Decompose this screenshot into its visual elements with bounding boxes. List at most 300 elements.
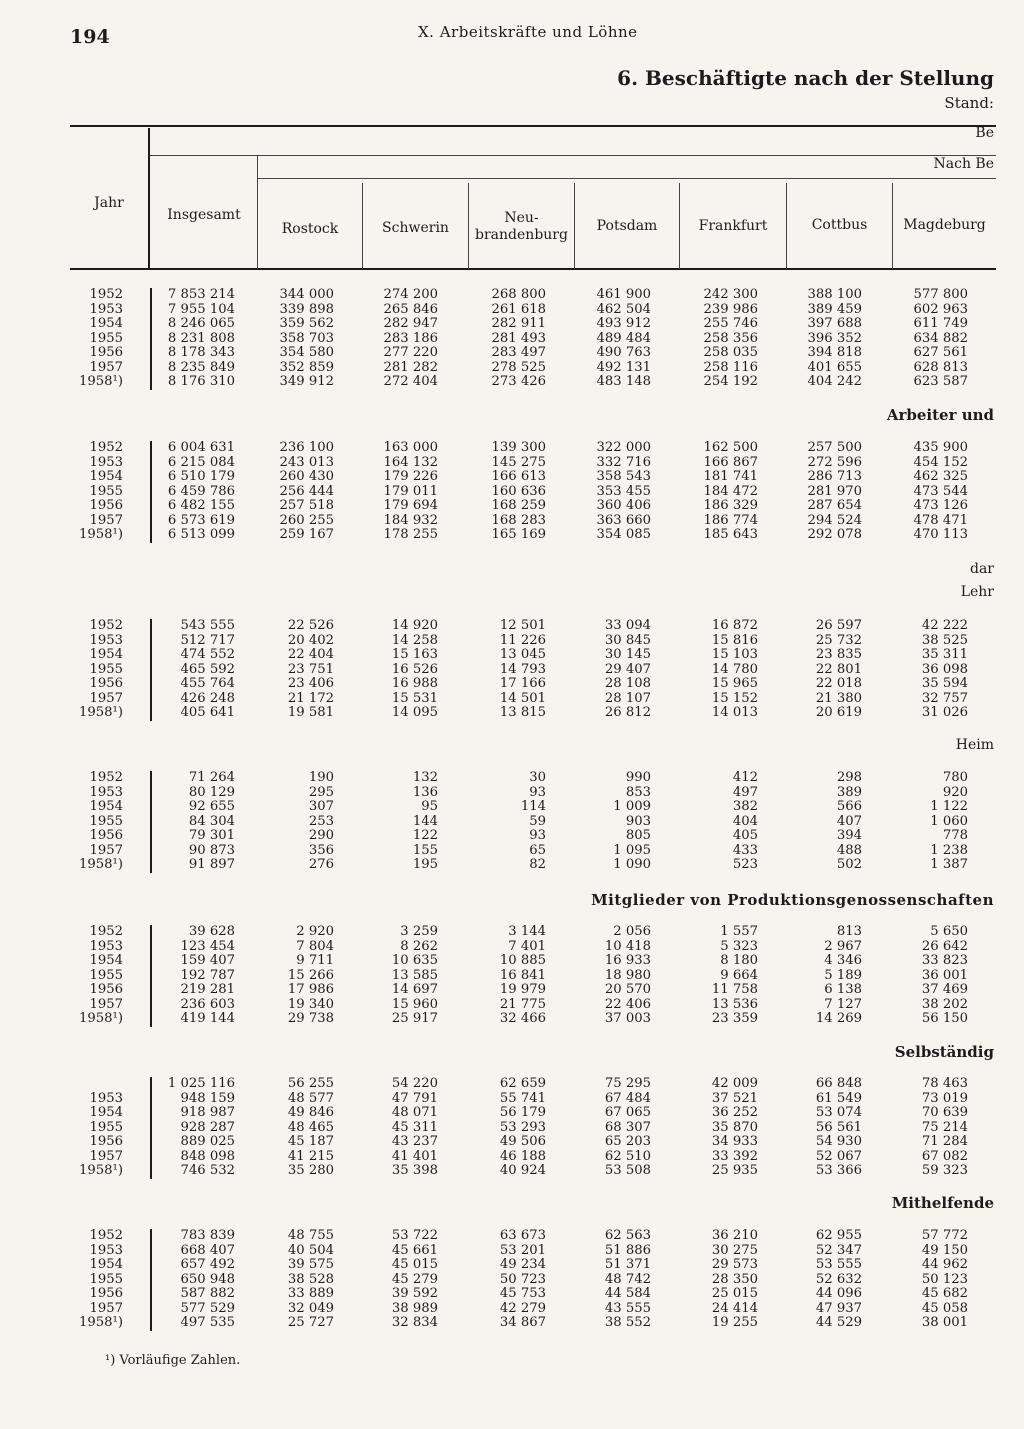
value-cell: 2 056 (613, 924, 651, 939)
year-divider (150, 288, 152, 390)
table-row (0, 771, 1024, 786)
year-cell: 1956 (89, 345, 123, 360)
col-header-frankfurt: Frankfurt (698, 218, 768, 234)
table-row (0, 441, 1024, 456)
footnote: ¹) Vorläufige Zahlen. (105, 1353, 241, 1368)
value-cell: 405 641 (180, 705, 235, 720)
value-cell: 63 673 (499, 1228, 546, 1243)
value-cell: 258 035 (703, 345, 758, 360)
value-cell: 18 980 (604, 967, 651, 983)
value-cell: 79 301 (188, 828, 235, 843)
value-cell: 611 749 (913, 316, 968, 331)
table-row (0, 499, 1024, 514)
value-cell: 488 (836, 842, 862, 858)
value-cell: 181 741 (703, 469, 758, 484)
value-cell: 3 144 (508, 924, 546, 939)
value-cell: 68 307 (604, 1119, 651, 1135)
year-cell: 1958¹) (79, 374, 123, 389)
value-cell: 75 295 (604, 1076, 651, 1091)
value-cell: 9 711 (296, 953, 334, 968)
value-cell: 1 025 116 (167, 1076, 235, 1091)
table-row (0, 332, 1024, 347)
value-cell: 1 122 (930, 799, 968, 814)
value-cell: 8 176 310 (167, 374, 235, 389)
year-divider (150, 619, 152, 721)
value-cell: 8 231 808 (167, 330, 235, 346)
value-cell: 6 482 155 (167, 498, 235, 513)
value-cell: 45 058 (921, 1300, 968, 1316)
value-cell: 255 746 (703, 316, 758, 331)
value-cell: 163 000 (383, 440, 438, 455)
value-cell: 21 380 (815, 690, 862, 706)
table-row (0, 1287, 1024, 1302)
table-row (0, 663, 1024, 678)
value-cell: 66 848 (815, 1076, 862, 1091)
value-cell: 239 986 (703, 301, 758, 317)
value-cell: 38 525 (921, 632, 968, 648)
value-cell: 473 126 (913, 498, 968, 513)
value-cell: 195 (412, 857, 438, 872)
value-cell: 566 (836, 799, 862, 814)
table-row (0, 528, 1024, 543)
year-cell: 1955 (89, 813, 123, 829)
value-cell: 49 506 (499, 1134, 546, 1149)
value-cell: 166 613 (491, 469, 546, 484)
table-row (0, 954, 1024, 969)
value-cell: 657 492 (180, 1257, 235, 1272)
value-cell: 407 (836, 813, 862, 829)
value-cell: 433 (732, 842, 758, 858)
value-cell: 30 275 (711, 1242, 758, 1258)
value-cell: 44 584 (604, 1286, 651, 1301)
value-cell: 349 912 (279, 374, 334, 389)
value-cell: 277 220 (383, 345, 438, 360)
table-row (0, 983, 1024, 998)
page-number: 194 (70, 26, 110, 48)
value-cell: 22 404 (287, 647, 334, 662)
section-title-dar: dar (969, 561, 994, 577)
value-cell: 322 000 (596, 440, 651, 455)
value-cell: 75 214 (921, 1119, 968, 1135)
table-row (0, 485, 1024, 500)
col-subgroup-header: Nach Be (933, 156, 994, 172)
value-cell: 56 179 (499, 1105, 546, 1120)
section-title-arbeiter: Arbeiter und (886, 406, 994, 424)
value-cell: 5 189 (824, 967, 862, 983)
value-cell: 25 935 (711, 1163, 758, 1178)
value-cell: 19 581 (287, 705, 334, 720)
value-cell: 42 279 (499, 1300, 546, 1316)
value-cell: 404 242 (807, 374, 862, 389)
value-cell: 14 258 (391, 632, 438, 648)
value-cell: 602 963 (913, 301, 968, 317)
value-cell: 627 561 (913, 345, 968, 360)
value-cell: 389 (836, 784, 862, 800)
value-cell: 489 484 (596, 330, 651, 346)
value-cell: 34 933 (711, 1134, 758, 1149)
year-cell: 1958¹) (79, 705, 123, 720)
value-cell: 29 738 (287, 1011, 334, 1026)
value-cell: 168 283 (491, 512, 546, 528)
value-cell: 493 912 (596, 316, 651, 331)
value-cell: 15 816 (711, 632, 758, 648)
value-cell: 6 513 099 (167, 527, 235, 542)
year-cell: 1957 (89, 996, 123, 1012)
value-cell: 14 697 (391, 982, 438, 997)
value-cell: 25 015 (711, 1286, 758, 1301)
year-divider (150, 925, 152, 1027)
value-cell: 70 639 (921, 1105, 968, 1120)
year-cell: 1954 (89, 316, 123, 331)
running-title: X. Arbeitskräfte und Löhne (418, 23, 638, 41)
value-cell: 62 563 (604, 1228, 651, 1243)
table-row (0, 1150, 1024, 1165)
value-cell: 6 573 619 (167, 512, 235, 528)
value-cell: 144 (412, 813, 438, 829)
value-cell: 48 465 (287, 1119, 334, 1135)
section-block (0, 441, 1024, 543)
value-cell: 159 407 (180, 953, 235, 968)
value-cell: 59 323 (921, 1163, 968, 1178)
table-row (0, 1164, 1024, 1179)
value-cell: 14 793 (499, 661, 546, 677)
value-cell: 178 255 (383, 527, 438, 542)
value-cell: 577 800 (913, 287, 968, 302)
value-cell: 45 753 (499, 1286, 546, 1301)
value-cell: 5 650 (930, 924, 968, 939)
value-cell: 490 763 (596, 345, 651, 360)
value-cell: 16 988 (391, 676, 438, 691)
value-cell: 165 169 (491, 527, 546, 542)
section-block (0, 1229, 1024, 1331)
value-cell: 462 504 (596, 301, 651, 317)
table-row (0, 1258, 1024, 1273)
value-cell: 242 300 (703, 287, 758, 302)
value-cell: 52 067 (815, 1148, 862, 1164)
value-cell: 65 203 (604, 1134, 651, 1149)
value-cell: 388 100 (807, 287, 862, 302)
table-title: 6. Beschäftigte nach der Stellung (617, 66, 994, 90)
value-cell: 24 414 (711, 1300, 758, 1316)
value-cell: 260 430 (279, 469, 334, 484)
table-row (0, 514, 1024, 529)
value-cell: 39 628 (188, 924, 235, 939)
value-cell: 56 561 (815, 1119, 862, 1135)
value-cell: 26 597 (815, 618, 862, 633)
value-cell: 848 098 (180, 1148, 235, 1164)
table-row (0, 634, 1024, 649)
value-cell: 15 152 (711, 690, 758, 706)
value-cell: 14 501 (499, 690, 546, 706)
value-cell: 95 (421, 799, 438, 814)
value-cell: 261 618 (491, 301, 546, 317)
value-cell: 461 900 (596, 287, 651, 302)
col-header-cottbus: Cottbus (811, 217, 868, 233)
section-block (0, 771, 1024, 873)
value-cell: 523 (732, 857, 758, 872)
value-cell: 920 (942, 784, 968, 800)
value-cell: 32 757 (921, 690, 968, 706)
value-cell: 21 172 (287, 690, 334, 706)
value-cell: 650 948 (180, 1271, 235, 1287)
stand-label: Stand: (944, 94, 994, 112)
value-cell: 57 772 (921, 1228, 968, 1243)
value-cell: 49 234 (499, 1257, 546, 1272)
value-cell: 56 255 (287, 1076, 334, 1091)
table-row (0, 288, 1024, 303)
value-cell: 54 220 (391, 1076, 438, 1091)
value-cell: 30 145 (604, 647, 651, 662)
value-cell: 6 004 631 (167, 440, 235, 455)
value-cell: 15 103 (711, 647, 758, 662)
value-cell: 13 045 (499, 647, 546, 662)
value-cell: 483 148 (596, 374, 651, 389)
year-cell: 1952 (89, 287, 123, 302)
year-divider (148, 128, 150, 270)
value-cell: 41 215 (287, 1148, 334, 1164)
value-cell: 186 774 (703, 512, 758, 528)
value-cell: 455 764 (180, 676, 235, 691)
value-cell: 1 387 (930, 857, 968, 872)
year-cell: 1957 (89, 1148, 123, 1164)
value-cell: 405 (732, 828, 758, 843)
year-cell: 1957 (89, 512, 123, 528)
value-cell: 2 920 (296, 924, 334, 939)
year-cell: 1956 (89, 1286, 123, 1301)
value-cell: 17 166 (499, 676, 546, 691)
value-cell: 1 095 (613, 842, 651, 858)
section-block (0, 619, 1024, 721)
value-cell: 8 180 (720, 953, 758, 968)
value-cell: 332 716 (596, 454, 651, 470)
value-cell: 404 (732, 813, 758, 829)
value-cell: 5 323 (720, 938, 758, 954)
year-cell: 1958¹) (79, 1163, 123, 1178)
value-cell: 13 815 (499, 705, 546, 720)
value-cell: 6 215 084 (167, 454, 235, 470)
value-cell: 53 293 (499, 1119, 546, 1135)
value-cell: 78 463 (921, 1076, 968, 1091)
value-cell: 283 497 (491, 345, 546, 360)
value-cell: 162 500 (703, 440, 758, 455)
value-cell: 281 970 (807, 483, 862, 499)
value-cell: 19 979 (499, 982, 546, 997)
year-divider (150, 771, 152, 873)
value-cell: 93 (529, 828, 546, 843)
value-cell: 307 (308, 799, 334, 814)
col-header-insgesamt: Insgesamt (167, 207, 241, 223)
value-cell: 918 987 (180, 1105, 235, 1120)
value-cell: 243 013 (279, 454, 334, 470)
table-row (0, 1077, 1024, 1092)
year-cell: 1955 (89, 330, 123, 346)
value-cell: 132 (412, 770, 438, 785)
table-row (0, 1106, 1024, 1121)
value-cell: 1 009 (613, 799, 651, 814)
subgroup-rule (258, 178, 996, 179)
value-cell: 278 525 (491, 359, 546, 375)
value-cell: 42 222 (921, 618, 968, 633)
value-cell: 36 252 (711, 1105, 758, 1120)
year-cell: 1953 (89, 1242, 123, 1258)
table-row (0, 925, 1024, 940)
value-cell: 39 575 (287, 1257, 334, 1272)
value-cell: 44 096 (815, 1286, 862, 1301)
year-cell: 1958¹) (79, 527, 123, 542)
value-cell: 13 536 (711, 996, 758, 1012)
value-cell: 91 897 (188, 857, 235, 872)
value-cell: 164 132 (383, 454, 438, 470)
value-cell: 10 635 (391, 953, 438, 968)
value-cell: 71 284 (921, 1134, 968, 1149)
value-cell: 281 282 (383, 359, 438, 375)
value-cell: 259 167 (279, 527, 334, 542)
value-cell: 397 688 (807, 316, 862, 331)
value-cell: 84 304 (188, 813, 235, 829)
value-cell: 272 404 (383, 374, 438, 389)
value-cell: 889 025 (180, 1134, 235, 1149)
value-cell: 155 (412, 842, 438, 858)
value-cell: 354 580 (279, 345, 334, 360)
value-cell: 22 018 (815, 676, 862, 691)
value-cell: 419 144 (180, 1011, 235, 1026)
value-cell: 179 011 (383, 483, 438, 499)
value-cell: 10 418 (604, 938, 651, 954)
value-cell: 352 859 (279, 359, 334, 375)
value-cell: 52 632 (815, 1271, 862, 1287)
value-cell: 80 129 (188, 784, 235, 800)
value-cell: 14 013 (711, 705, 758, 720)
section-block (0, 288, 1024, 390)
value-cell: 354 085 (596, 527, 651, 542)
table-row (0, 1273, 1024, 1288)
value-cell: 23 359 (711, 1011, 758, 1026)
col-header-jahr: Jahr (94, 195, 124, 211)
value-cell: 356 (308, 842, 334, 858)
value-cell: 20 570 (604, 982, 651, 997)
value-cell: 577 529 (180, 1300, 235, 1316)
value-cell: 512 717 (180, 632, 235, 648)
value-cell: 14 920 (391, 618, 438, 633)
year-cell: 1954 (89, 953, 123, 968)
value-cell: 256 444 (279, 483, 334, 499)
value-cell: 276 (308, 857, 334, 872)
value-cell: 258 116 (703, 359, 758, 375)
value-cell: 145 275 (491, 454, 546, 470)
value-cell: 274 200 (383, 287, 438, 302)
value-cell: 45 661 (391, 1242, 438, 1258)
value-cell: 990 (625, 770, 651, 785)
table-row (0, 706, 1024, 721)
col-header-potsdam: Potsdam (596, 218, 658, 234)
table-row (0, 1135, 1024, 1150)
value-cell: 15 266 (287, 967, 334, 983)
year-cell: 1954 (89, 647, 123, 662)
value-cell: 497 (732, 784, 758, 800)
value-cell: 48 742 (604, 1271, 651, 1287)
table-row (0, 800, 1024, 815)
value-cell: 25 732 (815, 632, 862, 648)
value-cell: 14 095 (391, 705, 438, 720)
value-cell: 283 186 (383, 330, 438, 346)
table-row (0, 1244, 1024, 1259)
value-cell: 282 911 (491, 316, 546, 331)
value-cell: 25 727 (287, 1315, 334, 1330)
value-cell: 53 074 (815, 1105, 862, 1120)
value-cell: 122 (412, 828, 438, 843)
value-cell: 179 694 (383, 498, 438, 513)
value-cell: 62 955 (815, 1228, 862, 1243)
value-cell: 219 281 (180, 982, 235, 997)
value-cell: 184 472 (703, 483, 758, 499)
value-cell: 45 682 (921, 1286, 968, 1301)
table-row (0, 346, 1024, 361)
value-cell: 38 552 (604, 1315, 651, 1330)
value-cell: 53 366 (815, 1163, 862, 1178)
value-cell: 20 619 (815, 705, 862, 720)
value-cell: 45 187 (287, 1134, 334, 1149)
value-cell: 35 398 (391, 1163, 438, 1178)
table-row (0, 998, 1024, 1013)
value-cell: 50 723 (499, 1271, 546, 1287)
value-cell: 33 392 (711, 1148, 758, 1164)
value-cell: 48 071 (391, 1105, 438, 1120)
value-cell: 45 311 (391, 1119, 438, 1135)
value-cell: 401 655 (807, 359, 862, 375)
year-divider (150, 441, 152, 543)
value-cell: 35 311 (921, 647, 968, 662)
value-cell: 30 845 (604, 632, 651, 648)
table-row (0, 1012, 1024, 1027)
value-cell: 16 933 (604, 953, 651, 968)
value-cell: 281 493 (491, 330, 546, 346)
value-cell: 265 846 (383, 301, 438, 317)
table-row (0, 692, 1024, 707)
section-block (0, 1077, 1024, 1179)
year-cell: 1953 (89, 938, 123, 954)
value-cell: 382 (732, 799, 758, 814)
value-cell: 34 867 (499, 1315, 546, 1330)
value-cell: 780 (942, 770, 968, 785)
value-cell: 497 535 (180, 1315, 235, 1330)
table-row (0, 1092, 1024, 1107)
value-cell: 52 347 (815, 1242, 862, 1258)
value-cell: 53 508 (604, 1163, 651, 1178)
value-cell: 6 510 179 (167, 469, 235, 484)
value-cell: 33 094 (604, 618, 651, 633)
value-cell: 44 529 (815, 1315, 862, 1330)
value-cell: 394 818 (807, 345, 862, 360)
value-cell: 35 594 (921, 676, 968, 691)
value-cell: 778 (942, 828, 968, 843)
value-cell: 236 603 (180, 996, 235, 1012)
value-cell: 805 (625, 828, 651, 843)
value-cell: 12 501 (499, 618, 546, 633)
value-cell: 358 543 (596, 469, 651, 484)
value-cell: 166 867 (703, 454, 758, 470)
value-cell: 36 098 (921, 661, 968, 677)
value-cell: 23 835 (815, 647, 862, 662)
value-cell: 42 009 (711, 1076, 758, 1091)
value-cell: 339 898 (279, 301, 334, 317)
value-cell: 28 107 (604, 690, 651, 706)
col-header-magdeburg: Magdeburg (903, 217, 986, 233)
value-cell: 412 (732, 770, 758, 785)
value-cell: 50 123 (921, 1271, 968, 1287)
section-title-mitglieder: Mitglieder von Produktionsgenossenschaften (591, 891, 994, 909)
value-cell: 61 549 (815, 1090, 862, 1106)
year-divider (150, 1229, 152, 1331)
